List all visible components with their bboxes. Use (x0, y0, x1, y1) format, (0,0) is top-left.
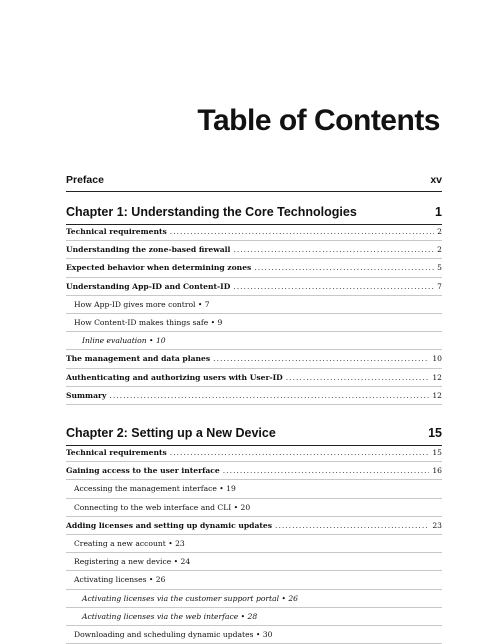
toc-entry[interactable] (66, 369, 442, 387)
toc-entry-text: The management and data planes (66, 354, 211, 364)
toc-entry[interactable] (66, 553, 442, 571)
page-title: Table of Contents (197, 104, 440, 137)
toc-entry-text: Activating licenses via the web interface • 28 (82, 611, 258, 621)
toc-entry[interactable] (66, 332, 442, 350)
toc-entry[interactable] (66, 278, 442, 296)
chapter-2-heading[interactable] (66, 426, 442, 440)
toc-entry-page: 7 (437, 281, 442, 291)
toc-entry-page: 10 (432, 354, 442, 364)
toc-entry[interactable] (66, 571, 442, 589)
chapter-2-page: 15 (428, 426, 442, 440)
chapter-1-entries (66, 223, 442, 405)
dot-leader (109, 391, 429, 400)
dot-leader (213, 354, 429, 363)
dot-leader (233, 282, 434, 291)
toc-entry[interactable] (66, 590, 442, 608)
dot-leader (170, 448, 430, 457)
toc-entry-text: Inline evaluation • 10 (82, 336, 166, 346)
toc-entry-page: 2 (437, 227, 442, 237)
chapter-2-title: Chapter 2: Setting up a New Device (66, 426, 276, 440)
toc-entry[interactable] (66, 314, 442, 332)
toc-entry-page: 2 (437, 245, 442, 255)
toc-entry[interactable] (66, 223, 442, 241)
toc-entry-text: Technical requirements (66, 227, 167, 237)
heading-rule (66, 191, 442, 192)
chapter-1-page: 1 (435, 205, 442, 219)
toc-entry[interactable] (66, 517, 442, 535)
toc-entry-page: 23 (432, 520, 442, 530)
toc-entry-text: Summary (66, 390, 107, 400)
chapter-1-title: Chapter 1: Understanding the Core Technologies (66, 205, 357, 219)
dot-leader (223, 466, 430, 475)
toc-entry-text: Adding licenses and setting up dynamic updates (66, 520, 273, 530)
toc-entry-page: 12 (432, 372, 442, 382)
toc-entry[interactable] (66, 499, 442, 517)
toc-entry-page: 16 (432, 466, 442, 476)
toc-entry-text: Understanding the zone-based firewall (66, 245, 231, 255)
toc-entry-text: Gaining access to the user interface (66, 466, 220, 476)
toc-entry[interactable] (66, 296, 442, 314)
toc-entry[interactable] (66, 626, 442, 644)
dot-leader (286, 373, 430, 382)
toc-entry-text: Understanding App-ID and Content-ID (66, 281, 231, 291)
preface-page: xv (430, 174, 442, 186)
toc-entry-text: Accessing the management interface • 19 (74, 484, 236, 494)
toc-entry-page: 5 (437, 263, 442, 273)
toc-entry[interactable] (66, 350, 442, 368)
toc-entry-text: Activating licenses via the customer support portal • 26 (82, 593, 299, 603)
chapter-2-entries (66, 444, 442, 644)
toc-entry-text: How App-ID gives more control • 7 (74, 299, 210, 309)
toc-entry-text: Expected behavior when determining zones (66, 263, 252, 273)
dot-leader (170, 227, 434, 236)
toc-entry[interactable] (66, 387, 442, 405)
toc-entry-text: Registering a new device • 24 (74, 557, 191, 567)
dot-leader (233, 245, 434, 254)
toc-entry[interactable] (66, 241, 442, 259)
toc-entry[interactable] (66, 535, 442, 553)
toc-entry-text: Creating a new account • 23 (74, 539, 185, 549)
preface-heading[interactable] (66, 174, 442, 186)
toc-entry-page: 15 (432, 448, 442, 458)
toc-entry-text: Technical requirements (66, 448, 167, 458)
toc-entry-text: How Content-ID makes things safe • 9 (74, 318, 223, 328)
toc-entry-text: Authenticating and authorizing users with User-ID (66, 372, 283, 382)
dot-leader (254, 263, 434, 272)
toc-entry[interactable] (66, 480, 442, 498)
toc-entry-text: Activating licenses • 26 (74, 575, 166, 585)
toc-entry[interactable] (66, 259, 442, 277)
preface-label: Preface (66, 174, 104, 186)
toc-entry-text: Connecting to the web interface and CLI • 20 (74, 502, 251, 512)
toc-entry-text: Downloading and scheduling dynamic updates • 30 (74, 629, 273, 639)
toc-entry-page: 12 (432, 390, 442, 400)
toc-entry[interactable] (66, 462, 442, 480)
dot-leader (275, 521, 429, 530)
toc-entry[interactable] (66, 444, 442, 462)
chapter-1-heading[interactable] (66, 205, 442, 219)
